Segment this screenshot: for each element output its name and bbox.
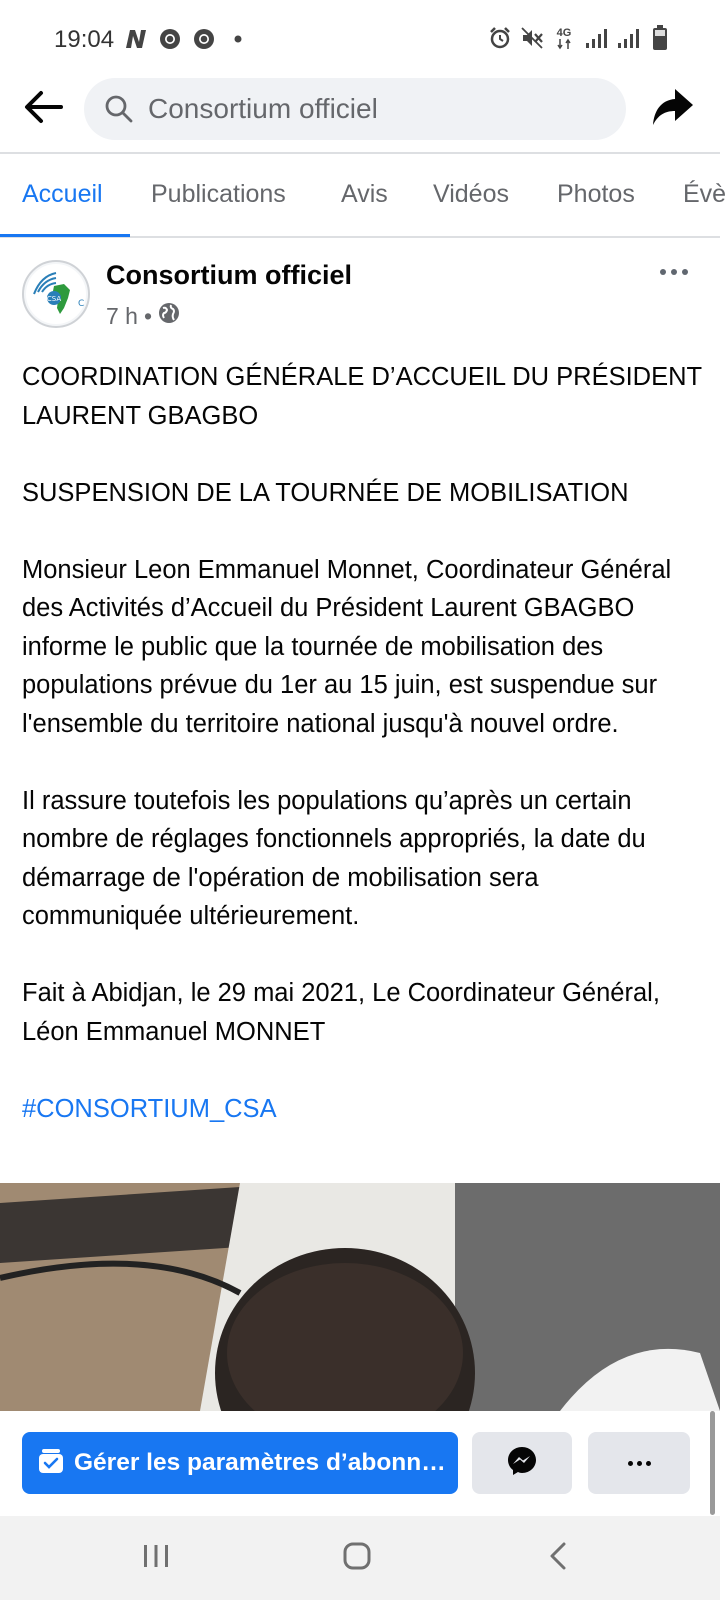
post-meta xyxy=(106,302,180,330)
post-photo[interactable] xyxy=(0,1183,720,1411)
search-box[interactable] xyxy=(84,78,626,140)
manage-subscription-label: Gérer les paramètres d’abonn… xyxy=(74,1449,446,1476)
more-dot-icon xyxy=(682,269,688,275)
page-tabs xyxy=(0,154,726,238)
arrow-left-icon xyxy=(23,89,63,130)
avatar-logo-text: CSA xyxy=(46,295,62,303)
active-tab-indicator xyxy=(0,234,130,237)
tab-evenements[interactable]: Évè xyxy=(683,180,726,208)
more-options-button[interactable] xyxy=(588,1432,690,1494)
signal-icon xyxy=(584,26,608,50)
system-back-button[interactable] xyxy=(528,1532,588,1584)
battery-icon xyxy=(648,26,672,50)
tab-videos[interactable]: Vidéos xyxy=(433,180,509,208)
messenger-button[interactable] xyxy=(472,1432,572,1494)
post-paragraph: Monsieur Leon Emmanuel Monnet, Coordinateur Général des Activités d’Accueil du Président Laurent GBAGBO informe le public que la tournée de mobilisation des populations prévue du 1er au 15 juin, est suspendue sur l'ensemble du territoire national jusqu'à nouvel ordre. xyxy=(22,555,672,738)
search-input[interactable] xyxy=(148,78,608,140)
tab-avis[interactable]: Avis xyxy=(341,180,388,208)
notification-dot xyxy=(226,27,250,51)
more-dots-icon xyxy=(646,1461,651,1466)
alarm-icon xyxy=(488,26,512,50)
post-paragraph: Il rassure toutefois les populations qu’après un certain nombre de réglages fonctionnels appropriés, la date du démarrage de l'opération de mobilisation sera communiquée ultérieurement. xyxy=(22,786,646,930)
page-name[interactable]: Consortium officiel xyxy=(106,260,353,290)
home-icon xyxy=(342,1541,372,1576)
messenger-icon xyxy=(506,1445,538,1482)
more-dots-icon xyxy=(628,1461,633,1466)
post-text xyxy=(22,358,702,1128)
more-dot-icon xyxy=(671,269,677,275)
search-header xyxy=(0,78,720,154)
post-hashtag[interactable]: #CONSORTIUM_CSA xyxy=(22,1094,277,1123)
home-button[interactable] xyxy=(327,1532,387,1584)
tab-accueil[interactable]: Accueil xyxy=(22,180,103,208)
status-left-icons xyxy=(124,27,250,51)
more-dot-icon xyxy=(660,269,666,275)
post-time[interactable]: 7 h xyxy=(106,302,138,329)
more-dots-icon xyxy=(637,1461,642,1466)
post-paragraph: Fait à Abidjan, le 29 mai 2021, Le Coordinateur Général, Léon Emmanuel MONNET xyxy=(22,979,660,1046)
status-time: 19:04 xyxy=(54,26,115,53)
tab-photos[interactable]: Photos xyxy=(557,180,635,208)
mute-icon xyxy=(520,26,544,50)
signal-icon xyxy=(616,26,640,50)
manage-subscription-button[interactable] xyxy=(22,1432,458,1494)
share-button[interactable] xyxy=(646,82,700,136)
n-app-icon xyxy=(124,27,148,51)
search-icon xyxy=(104,94,134,124)
status-right-icons xyxy=(488,26,672,50)
chrome-icon xyxy=(158,27,182,51)
recent-apps-button[interactable] xyxy=(126,1532,186,1584)
avatar[interactable] xyxy=(22,260,90,328)
scrollbar-thumb[interactable] xyxy=(710,1411,715,1515)
chrome-icon xyxy=(192,27,216,51)
post-paragraph: COORDINATION GÉNÉRALE D’ACCUEIL DU PRÉSIDENT LAURENT GBAGBO xyxy=(22,363,702,430)
subscription-icon xyxy=(36,1446,66,1481)
globe-icon xyxy=(158,302,180,330)
post-more-button[interactable] xyxy=(656,262,692,282)
network-4g-icon xyxy=(552,26,576,50)
back-chevron-icon xyxy=(548,1541,568,1576)
tab-publications[interactable]: Publications xyxy=(151,180,286,208)
page-action-bar xyxy=(0,1411,720,1516)
back-button[interactable] xyxy=(18,84,68,134)
share-arrow-icon xyxy=(651,87,695,132)
recent-apps-icon xyxy=(142,1543,170,1574)
post-paragraph: SUSPENSION DE LA TOURNÉE DE MOBILISATION xyxy=(22,478,629,507)
network-label: 4G xyxy=(556,26,572,39)
svg-text:C: C xyxy=(78,299,85,309)
system-nav-bar xyxy=(0,1516,720,1600)
status-bar xyxy=(0,0,720,78)
meta-separator: • xyxy=(143,302,153,329)
